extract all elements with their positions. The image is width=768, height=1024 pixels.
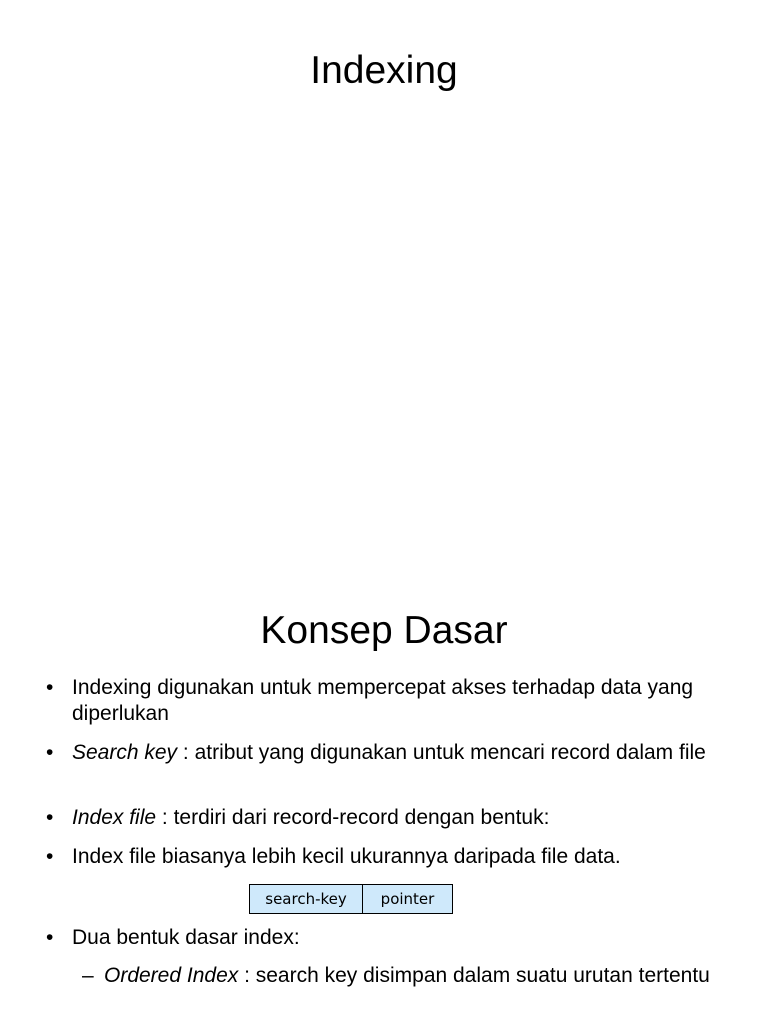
pointer-cell: pointer: [380, 890, 435, 908]
sub-bullet-item: [82, 963, 724, 989]
bullet-marker: •: [46, 806, 54, 829]
bullet-marker: •: [46, 926, 54, 949]
bullet-text: : atribut yang digunakan untuk mencari record dalam file: [177, 741, 706, 764]
search-key-cell: search-key: [250, 885, 363, 913]
bullet-marker: •: [46, 676, 54, 699]
bullet-item: [46, 844, 722, 870]
bullet-text: Index file biasanya lebih kecil ukurannya daripada file data.: [72, 845, 621, 868]
bullet-item: [46, 675, 722, 727]
bullet-text: Dua bentuk dasar index:: [72, 926, 300, 949]
slide-title: Indexing: [310, 49, 458, 92]
bullet-item: [46, 805, 722, 831]
bullet-marker: •: [46, 741, 54, 764]
sub-bullet-text: : search key disimpan dalam suatu urutan tertentu: [238, 964, 710, 987]
bullet-text: Indexing digunakan untuk mempercepat akses terhadap data yang diperlukan: [72, 676, 694, 725]
bullet-item: [46, 925, 722, 951]
bullet-text: : terdiri dari record-record dengan bentuk:: [156, 806, 550, 829]
bullet-item: [46, 740, 722, 766]
index-record-diagram: [249, 884, 453, 914]
slide-title: Konsep Dasar: [260, 609, 508, 652]
bullet-marker: •: [46, 845, 54, 868]
slide-konsep-dasar: [0, 576, 768, 1024]
bullet-term: Index file: [72, 806, 157, 829]
sub-bullet-term: Ordered Index: [104, 964, 239, 987]
bullet-term: Search key: [72, 741, 178, 764]
sub-bullet-marker: –: [82, 964, 94, 987]
